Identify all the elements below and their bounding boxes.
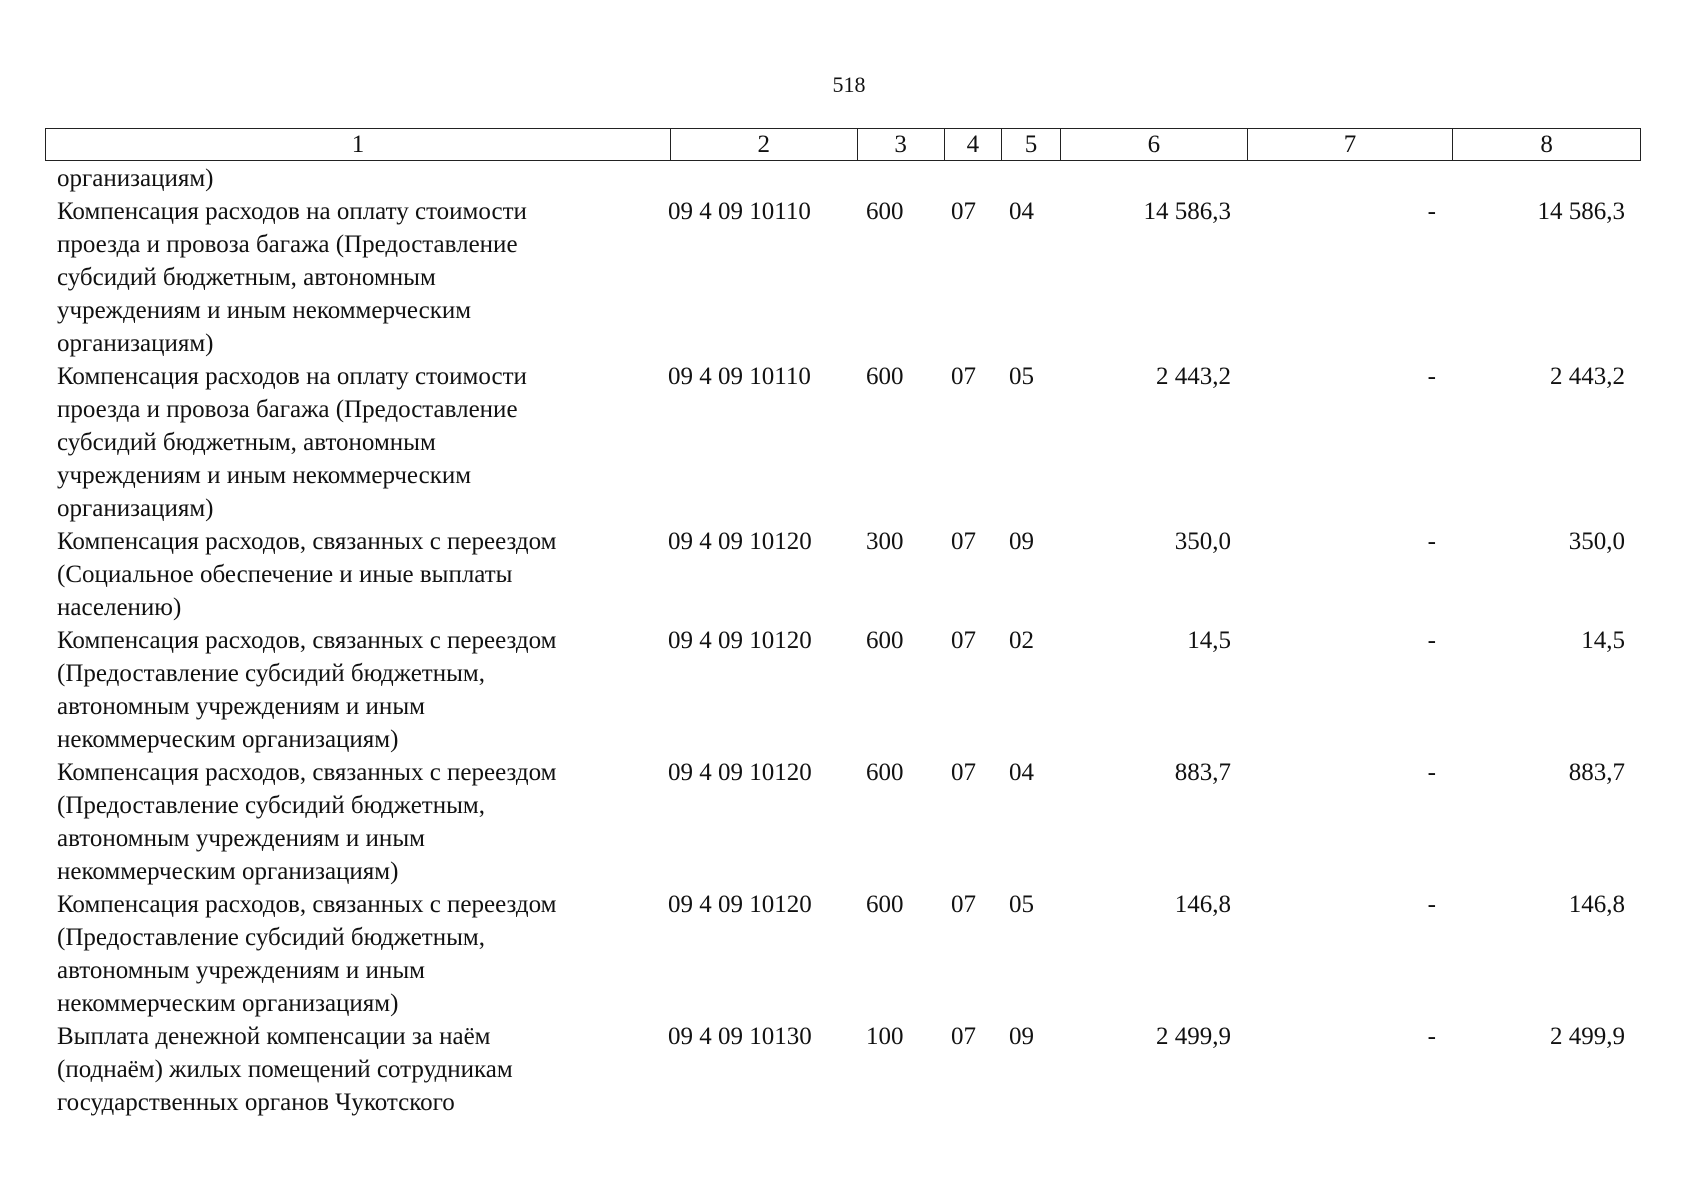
table-row <box>45 888 1641 1020</box>
table-row <box>45 360 1641 525</box>
table-row <box>45 1020 1641 1119</box>
row-vr: 600 <box>866 891 904 918</box>
row-code: 09 4 09 10110 <box>668 198 811 225</box>
row-change: - <box>1427 1023 1436 1050</box>
header-col-5: 5 <box>1001 129 1060 161</box>
row-vr: 600 <box>866 198 904 225</box>
row-vr: 100 <box>866 1023 904 1050</box>
row-name: Компенсация расходов на оплату стоимости проезда и провоза багажа (Предоставление субсидий бюджетным, автономным учреждениям и иным некоммерческим организациям) <box>57 198 527 357</box>
table-header <box>45 128 1641 161</box>
table-body <box>45 162 1641 1119</box>
row-total: 2 499,9 <box>1550 1023 1625 1050</box>
row-pr: 05 <box>1009 363 1034 390</box>
header-col-6: 6 <box>1061 129 1248 161</box>
table-row <box>45 756 1641 888</box>
row-amount: 350,0 <box>1174 528 1231 555</box>
header-col-4: 4 <box>944 129 1001 161</box>
row-change: - <box>1427 363 1436 390</box>
row-rz: 07 <box>951 891 976 918</box>
row-change: - <box>1427 528 1436 555</box>
row-rz: 07 <box>951 1023 976 1050</box>
row-code: 09 4 09 10110 <box>668 363 811 390</box>
header-col-8: 8 <box>1453 129 1641 161</box>
row-name: Выплата денежной компенсации за наём (поднаём) жилых помещений сотрудникам государственных органов Чукотского <box>57 1023 513 1116</box>
row-total: 146,8 <box>1568 891 1625 918</box>
row-change: - <box>1427 198 1436 225</box>
header-col-3: 3 <box>857 129 944 161</box>
continuation-text: организациям) <box>57 165 214 192</box>
table-row <box>45 624 1641 756</box>
row-pr: 09 <box>1009 1023 1034 1050</box>
row-pr: 04 <box>1009 759 1034 786</box>
row-code: 09 4 09 10120 <box>668 528 812 555</box>
row-code: 09 4 09 10120 <box>668 891 812 918</box>
page-number: 518 <box>832 72 866 97</box>
row-vr: 600 <box>866 759 904 786</box>
row-rz: 07 <box>951 198 976 225</box>
row-amount: 146,8 <box>1174 891 1231 918</box>
row-change: - <box>1427 891 1436 918</box>
row-amount: 2 499,9 <box>1156 1023 1231 1050</box>
row-code: 09 4 09 10120 <box>668 627 812 654</box>
row-code: 09 4 09 10130 <box>668 1023 812 1050</box>
row-total: 14,5 <box>1581 627 1625 654</box>
row-total: 2 443,2 <box>1550 363 1625 390</box>
row-total: 14 586,3 <box>1537 198 1625 225</box>
row-change: - <box>1427 759 1436 786</box>
row-amount: 14,5 <box>1187 627 1231 654</box>
row-code: 09 4 09 10120 <box>668 759 812 786</box>
table-row <box>45 195 1641 360</box>
row-name: Компенсация расходов, связанных с переездом (Предоставление субсидий бюджетным, автономным учреждениям и иным некоммерческим организациям) <box>57 627 557 753</box>
row-name: Компенсация расходов, связанных с переездом (Предоставление субсидий бюджетным, автономным учреждениям и иным некоммерческим организациям) <box>57 891 557 1017</box>
row-vr: 300 <box>866 528 904 555</box>
row-name: Компенсация расходов, связанных с переездом (Социальное обеспечение и иные выплаты населению) <box>57 528 557 621</box>
row-pr: 05 <box>1009 891 1034 918</box>
row-rz: 07 <box>951 759 976 786</box>
header-col-7: 7 <box>1247 129 1453 161</box>
row-total: 350,0 <box>1568 528 1625 555</box>
row-change: - <box>1427 627 1436 654</box>
row-name: Компенсация расходов на оплату стоимости проезда и провоза багажа (Предоставление субсидий бюджетным, автономным учреждениям и иным некоммерческим организациям) <box>57 363 527 522</box>
row-name: Компенсация расходов, связанных с переездом (Предоставление субсидий бюджетным, автономным учреждениям и иным некоммерческим организациям) <box>57 759 557 885</box>
row-amount: 14 586,3 <box>1143 198 1231 225</box>
table-row <box>45 525 1641 624</box>
row-rz: 07 <box>951 627 976 654</box>
row-rz: 07 <box>951 528 976 555</box>
header-col-2: 2 <box>670 129 857 161</box>
row-vr: 600 <box>866 627 904 654</box>
row-total: 883,7 <box>1568 759 1625 786</box>
header-col-1: 1 <box>46 129 671 161</box>
row-amount: 883,7 <box>1174 759 1231 786</box>
row-amount: 2 443,2 <box>1156 363 1231 390</box>
continuation-row <box>45 162 1641 195</box>
row-pr: 09 <box>1009 528 1034 555</box>
row-rz: 07 <box>951 363 976 390</box>
row-pr: 04 <box>1009 198 1034 225</box>
row-pr: 02 <box>1009 627 1034 654</box>
row-vr: 600 <box>866 363 904 390</box>
